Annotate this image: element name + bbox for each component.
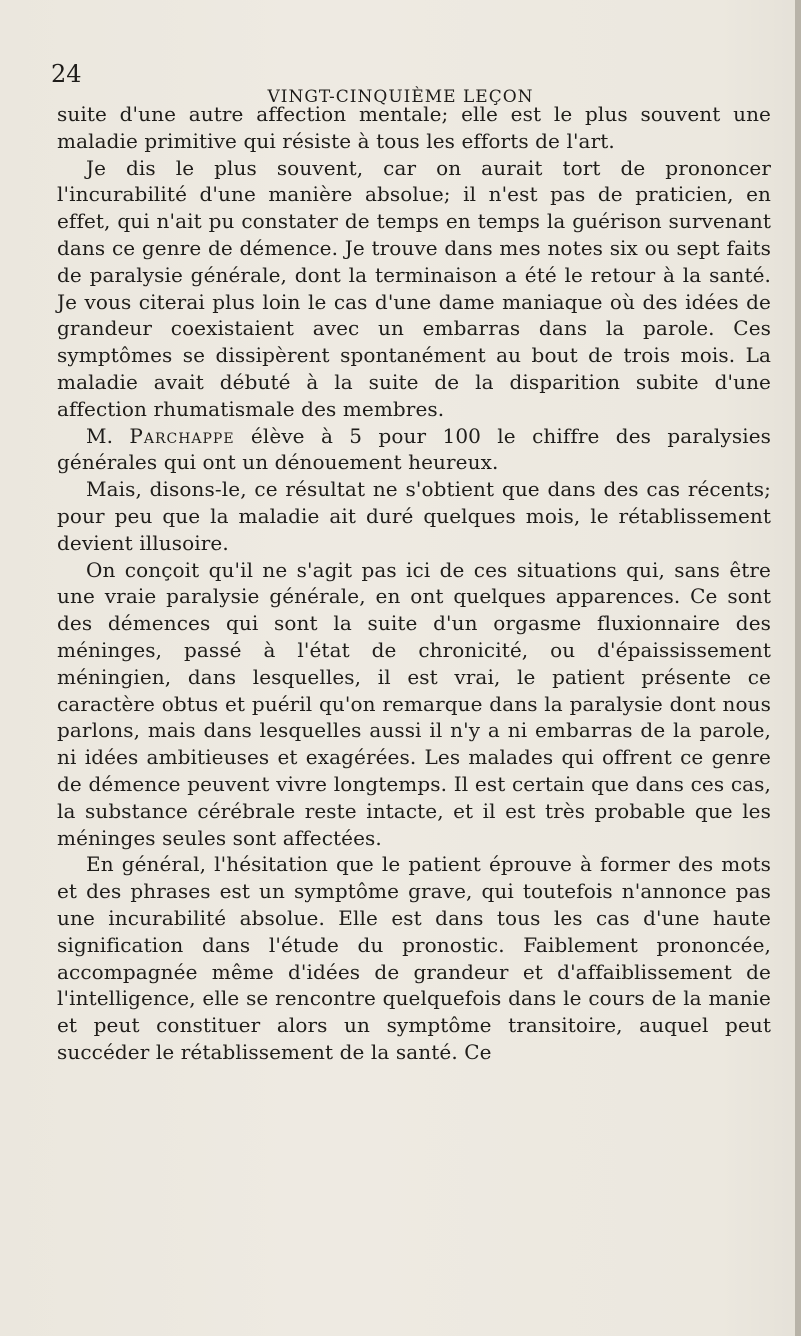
page-edge	[795, 0, 801, 1336]
paragraph-6: En général, l'hésitation que le patient éprouve à former des mots et des phrases est un symptôme grave, qui toutefois n'annonce pas une incurabilité absolue. Elle est dans tous les cas d'une haute signification dans l'étude du pronostic. Faiblement prononcée, accompagnée même d'idées de grandeur et d'affaiblissement de l'intelligence, elle se rencontre quelquefois dans le cours de la manie et peut constituer alors un symptôme transitoire, auquel peut succéder le rétablissement de la santé. Ce	[57, 852, 771, 1064]
page-number: 24	[51, 60, 82, 88]
running-head: VINGT-CINQUIÈME LEÇON	[267, 87, 534, 107]
paragraph-3-text: élève à 5 pour 100 le chiffre des paralysies générales qui ont un dénouement heureux.	[57, 423, 771, 475]
paragraph-3	[57, 423, 771, 477]
paragraph-1: suite d'une autre affection mentale; elle est le plus souvent une maladie primitive qui résiste à tous les efforts de l'art.	[57, 102, 771, 153]
paragraph-4: Mais, disons-le, ce résultat ne s'obtient que dans des cas récents; pour peu que la maladie ait duré quelques mois, le rétablissement devient illusoire.	[57, 477, 771, 555]
paragraph-5: On conçoit qu'il ne s'agit pas ici de ces situations qui, sans être une vraie paralysie générale, en ont quelques apparences. Ce sont des démences qui sont la suite d'un orgasme fluxionnaire des méninges, passé à l'état de chronicité, ou d'épaississement méningien, dans lesquelles, il est vrai, le patient présente ce caractère obtus et puéril qu'on remarque dans la paralysie dont nous parlons, mais dans lesquelles aussi il n'y a ni embarras de la parole, ni idées ambitieuses et exagérées. Les malades qui offrent ce genre de démence peuvent vivre longtemps. Il est certain que dans ces cas, la substance cérébrale reste intacte, et il est très probable que les méninges seules sont affectées.	[57, 557, 771, 850]
paragraph-3-prefix: M.	[86, 423, 130, 448]
paragraph-2: Je dis le plus souvent, car on aurait tort de prononcer l'incurabilité d'une manière absolue; il n'est pas de praticien, en effet, qui n'ait pu constater de temps en temps la guérison survenant dans ce genre de démence. Je trouve dans mes notes six ou sept faits de paralysie générale, dont la terminaison a été le retour à la santé. Je vous citerai plus loin le cas d'une dame maniaque où des idées de grandeur coexistaient avec un embarras dans la parole. Ces symptômes se dissipèrent spontanément au bout de trois mois. La maladie avait débuté à la suite de la disparition subite d'une affection rhumatismale des membres.	[57, 155, 771, 421]
body-text	[57, 101, 771, 1066]
author-name: Parchappe	[129, 423, 235, 448]
